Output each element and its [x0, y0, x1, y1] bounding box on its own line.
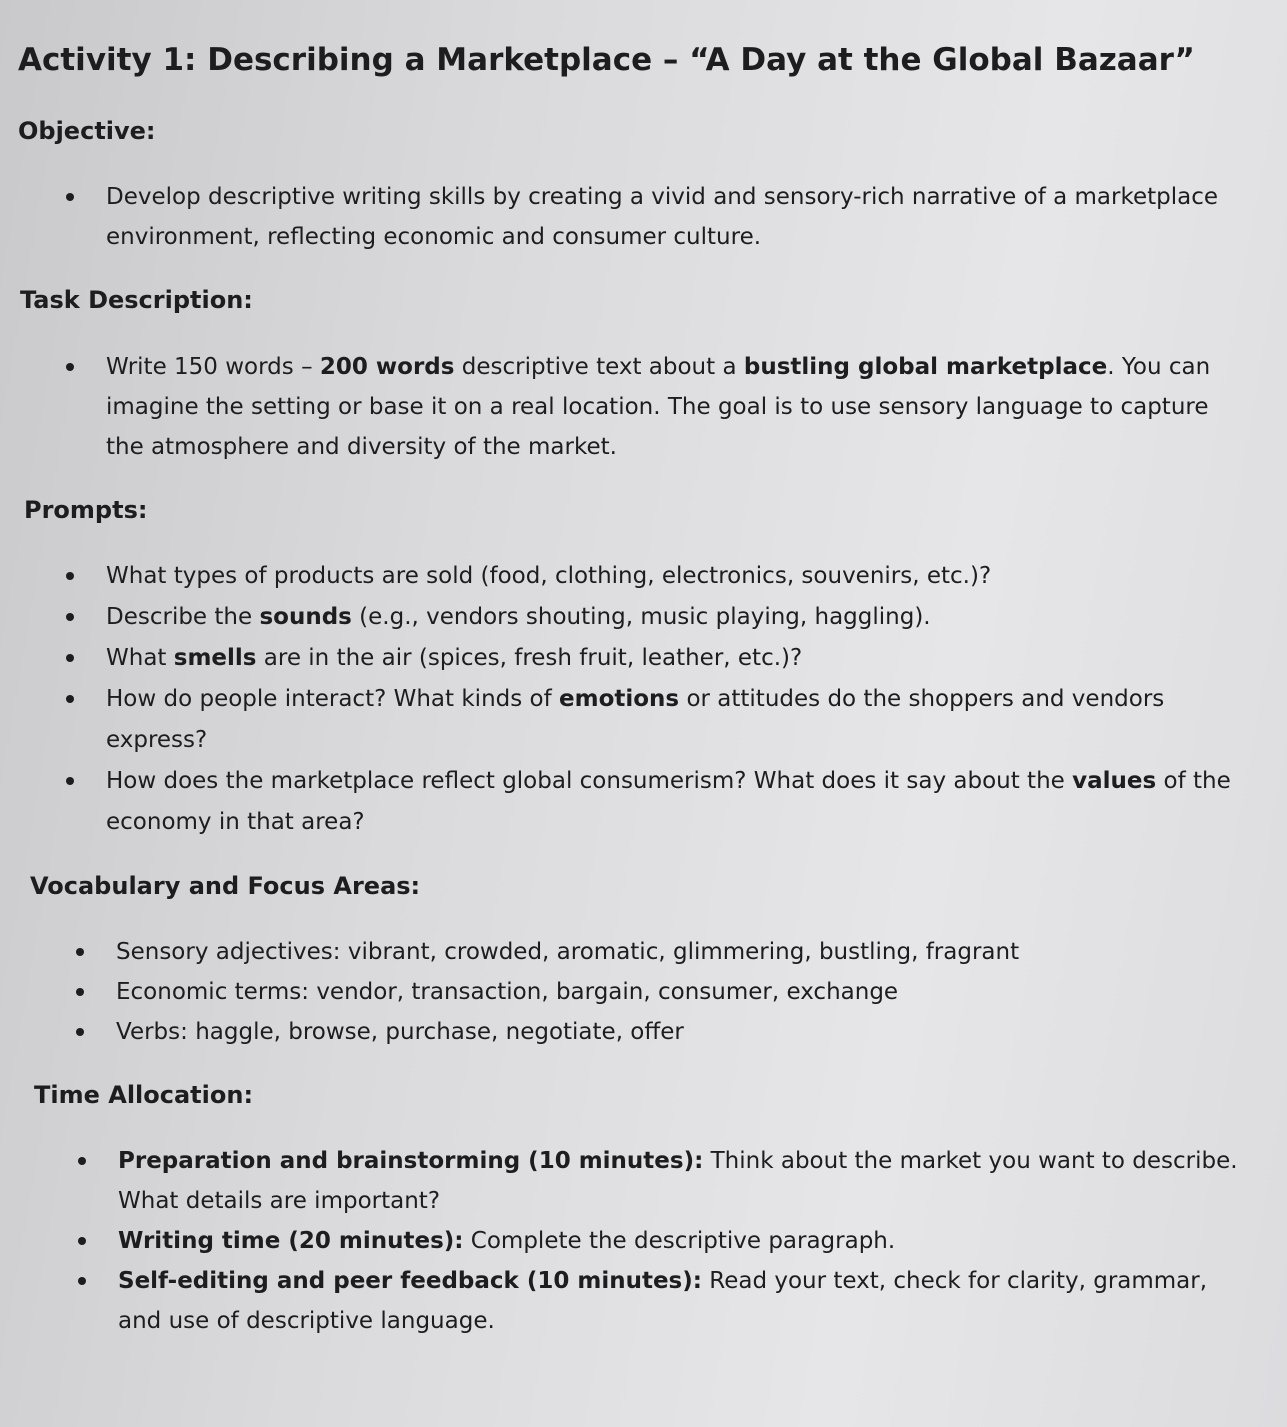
text: Sensory adjectives: vibrant, crowded, aromatic, glimmering, bustling, fragrant	[116, 939, 1020, 966]
list-item	[106, 638, 1247, 679]
list-item	[106, 761, 1247, 843]
bold-text: smells	[173, 644, 257, 671]
text: Think about the market you want to describe. What details are important?	[118, 1148, 1238, 1215]
list-item	[116, 1012, 1247, 1052]
bold-text: Self-editing and peer feedback (10 minutes):	[118, 1268, 702, 1295]
vocab-section	[18, 871, 1247, 1052]
prompts-section	[18, 495, 1247, 843]
text: Write 150 words –	[106, 353, 320, 380]
list-item	[116, 972, 1247, 1012]
text: Read your text, check for clarity, grammar, and use of descriptive language.	[118, 1268, 1208, 1335]
objective-list	[18, 177, 1247, 257]
list-item	[118, 1261, 1247, 1341]
list-item	[106, 347, 1247, 467]
vocab-list	[18, 932, 1247, 1052]
text: Verbs: haggle, browse, purchase, negotiate, offer	[116, 1019, 684, 1046]
text: descriptive text about a	[454, 353, 744, 380]
text: Develop descriptive writing skills by creating a vivid and sensory-rich narrative of a marketplace environment, reflecting economic and consumer culture.	[106, 184, 1219, 251]
vocab-heading: Vocabulary and Focus Areas:	[30, 871, 421, 900]
list-item	[118, 1221, 1247, 1261]
task-section	[18, 285, 1247, 466]
activity-title: Activity 1: Describing a Marketplace – “A Day at the Global Bazaar”	[18, 42, 1195, 78]
task-heading: Task Description:	[20, 286, 253, 315]
text: How does the marketplace reflect global consumerism? What does it say about the	[106, 767, 1073, 794]
text: Describe the	[106, 603, 260, 630]
prompts-list	[18, 556, 1247, 843]
text: How do people interact? What kinds of	[106, 685, 560, 712]
text: or attitudes do the shoppers and vendors express?	[106, 685, 1165, 753]
text: Economic terms: vendor, transaction, bargain, consumer, exchange	[116, 979, 899, 1006]
bold-text: emotions	[559, 685, 680, 712]
prompts-heading: Prompts:	[24, 495, 148, 524]
bold-text: values	[1072, 767, 1157, 794]
time-list	[18, 1141, 1247, 1341]
list-item	[116, 932, 1247, 972]
text: of the economy in that area?	[106, 767, 1231, 835]
time-section	[18, 1080, 1247, 1341]
list-item	[106, 556, 1247, 597]
text: What	[106, 644, 174, 671]
text: . You can imagine the setting or base it on a real location. The goal is to use sensory language to capture the atmosphere and diversity of the market.	[106, 353, 1211, 460]
time-heading: Time Allocation:	[34, 1081, 254, 1110]
list-item	[106, 679, 1247, 761]
task-list	[18, 347, 1247, 467]
objective-heading: Objective:	[18, 117, 156, 146]
objective-section	[18, 116, 1247, 257]
bold-text: sounds	[259, 603, 352, 630]
bold-text: bustling global marketplace	[743, 353, 1108, 380]
bold-text: 200 words	[319, 353, 455, 380]
list-item	[106, 597, 1247, 638]
bold-text: Writing time (20 minutes):	[118, 1228, 464, 1255]
text: Complete the descriptive paragraph.	[463, 1228, 896, 1255]
bold-text: Preparation and brainstorming (10 minutes):	[118, 1148, 704, 1175]
text: What types of products are sold (food, clothing, electronics, souvenirs, etc.)?	[106, 562, 992, 589]
text: (e.g., vendors shouting, music playing, haggling).	[351, 603, 931, 630]
list-item	[118, 1141, 1247, 1221]
text: are in the air (spices, fresh fruit, leather, etc.)?	[256, 644, 803, 671]
list-item	[106, 177, 1247, 257]
